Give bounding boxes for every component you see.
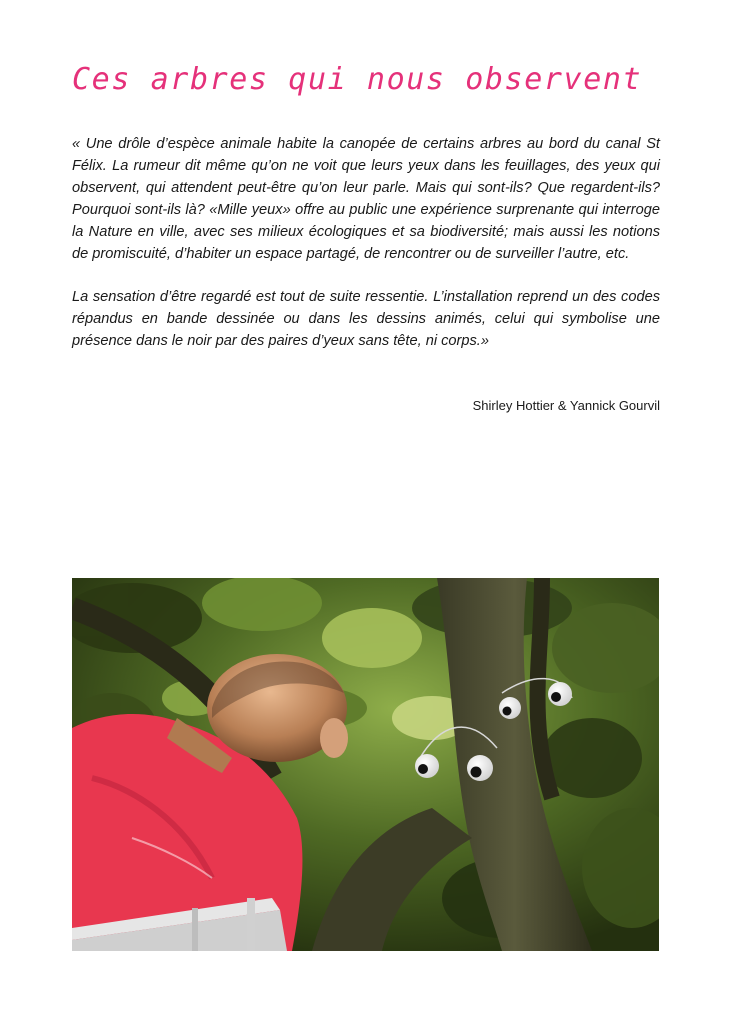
quote-paragraph-2: La sensation d’être regardé est tout de suite ressentie. L’installation reprend un des codes répandus en bande dessinée ou dans les dessins animés, celui qui symbolise une présence dans le noir par des paires d’yeux sans tête, ni corps.» [72,289,660,349]
photo-illustration [72,578,659,951]
quote-paragraph-1: « Une drôle d’espèce animale habite la canopée de certains arbres au bord du canal St Félix. La rumeur dit même qu’on ne voit que leurs yeux dans les feuillages, des yeux qui observent, qui attendent peut-être qu’on leur parle. Mais qui sont-ils? Que regardent-ils? Pourquoi sont-ils là? «Mille yeux» offre au public une expérience surprenante qui interroge la Nature en ville, avec ses milieux écologiques et sa biodiversité; mais aussi les notions de promiscuité, d’habiter un espace partagé, de rencontrer ou de surveiller l’autre, etc. [72,136,660,262]
ear [320,718,348,758]
page-title: Ces arbres qui nous observent [72,62,643,97]
installation-photo [72,578,659,951]
author-signature: Shirley Hottier & Yannick Gourvil [472,398,660,413]
quote-text [72,133,660,373]
